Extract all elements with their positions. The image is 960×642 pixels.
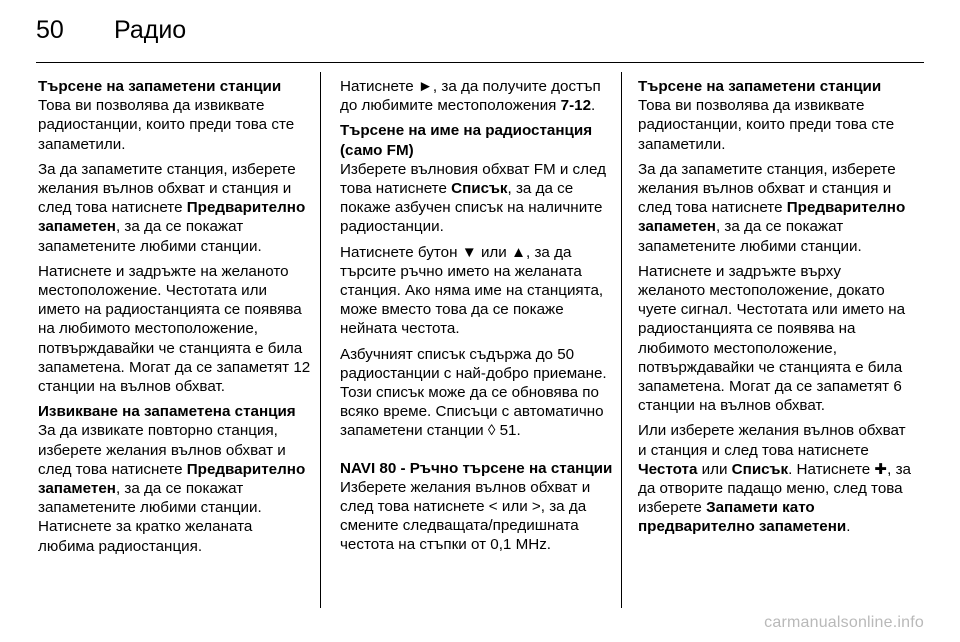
paragraph: Или изберете желания вълнов обхват и станция и след това натиснете Честота или Списък. Натиснете ✚, за да отворите падащо меню, след това изберете Запамети като предварително запаметени. xyxy=(638,422,911,536)
paragraph: Азбучният списък съдържа до 50 радиостанции с най-добро приемане. Този списък може да се обновява по всяко време. Списъци с автоматично запаметени станции ◊ 51. xyxy=(340,345,607,440)
paragraph: Натиснете ►, за да получите достъп до любимите местоположения 7-12. xyxy=(340,78,601,115)
paragraph: Изберете желания вълнов обхват и след това натиснете < или >, за да смените следващата/предишната честота на стъпки от 0,1 MHz. xyxy=(340,478,591,554)
heading-search-presets: Търсене на запаметени станции xyxy=(38,78,282,95)
page-title: Радио xyxy=(114,16,187,44)
column-2 xyxy=(340,77,614,561)
paragraph: Натиснете бутон ▼ или ▲, за да търсите ръчно името на желаната станция. Ако няма име на станцията, може вместо това да се покаже нейната честота. xyxy=(340,243,604,338)
paragraph: Натиснете и задръжте на желаното местоположение. Честотата или името на радиостанцията се появява на любимото местоположение, потвърждавайки че станцията е била запаметена. Могат да се запаметят 12 станции на вълнов обхват. xyxy=(38,262,311,396)
paragraph: За да извикате повторно станция, изберете желания вълнов обхват и след това натиснете Предварително запаметен, за да се покажат запаметените любими станции. Натиснете за кратко желаната любима радиостанция. xyxy=(38,422,306,555)
heading-search-by-name: Търсене на име на радиостанция (само FM) xyxy=(340,122,593,159)
watermark: carmanualsonline.info xyxy=(764,614,924,631)
paragraph: Изберете вълновия обхват FM и след това натиснете Списък, за да се покаже азбучен списък на наличните радиостанции. xyxy=(340,160,606,236)
heading-search-presets: Търсене на запаметени станции xyxy=(638,78,882,95)
header-rule xyxy=(36,62,924,63)
column-1 xyxy=(38,77,312,562)
paragraph: Това ви позволява да извиквате радиостанции, които преди това сте запаметили. xyxy=(38,97,295,153)
heading-recall-preset: Извикване на запаметена станция xyxy=(38,403,296,421)
paragraph: За да запаметите станция, изберете желания вълнов обхват и станция и след това натиснете Предварително запаметен, за да се покажат запаметените любими станции. xyxy=(38,160,306,255)
column-divider-1 xyxy=(320,72,321,608)
paragraph: За да запаметите станция, изберете желания вълнов обхват и станция и след това натиснете Предварително запаметен, за да се покажат запаметените любими станции. xyxy=(638,160,906,255)
heading-navi80-manual-search: NAVI 80 - Ръчно търсене на станции xyxy=(340,459,613,477)
column-3 xyxy=(638,77,912,543)
page-header xyxy=(36,16,186,56)
paragraph: Това ви позволява да извиквате радиостанции, които преди това сте запаметили. xyxy=(638,97,895,153)
page-number: 50 xyxy=(36,16,64,44)
column-divider-2 xyxy=(621,72,622,608)
paragraph: Натиснете и задръжте върху желаното местоположение, докато чуете сигнал. Честотата или името на радиостанцията се появява на любимото местоположение, потвърждавайки че станцията е била запаметена. Могат да се запаметят 6 станции на вълнов обхват. xyxy=(638,262,906,415)
